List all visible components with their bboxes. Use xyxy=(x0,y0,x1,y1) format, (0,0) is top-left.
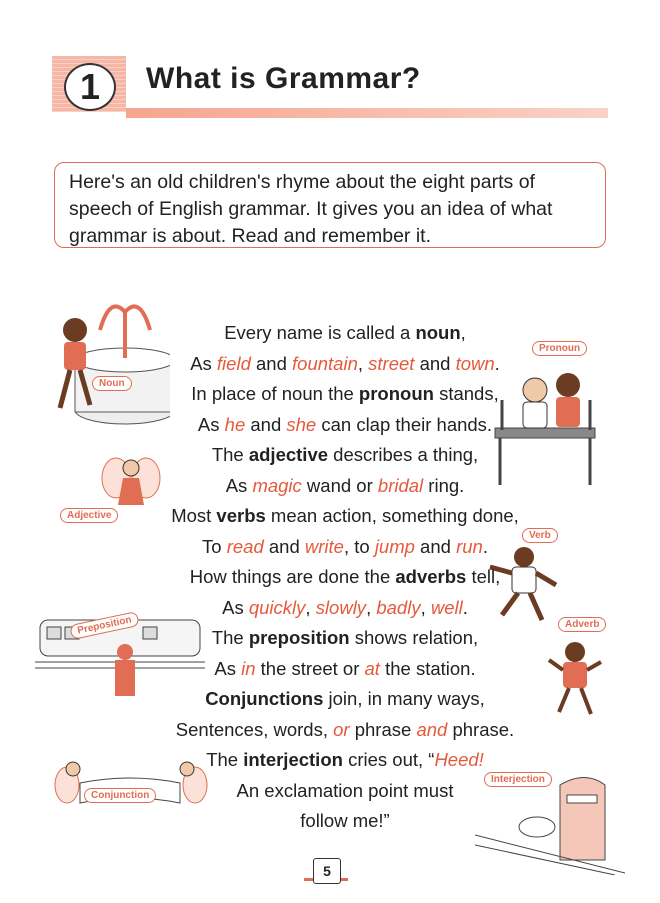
tag-adverb: Adverb xyxy=(558,617,606,632)
poem-line: As quickly, slowly, badly, well. xyxy=(222,596,468,618)
poem-line: The interjection cries out, “Heed! xyxy=(206,749,484,770)
poem-line: As he and she can clap their hands. xyxy=(197,413,493,435)
poem-line: As in the street or at the station. xyxy=(214,657,476,679)
tag-interjection: Interjection xyxy=(484,772,552,787)
poem-line: Conjunctions join, in many ways, xyxy=(205,688,485,709)
page-number: 5 xyxy=(313,858,341,884)
intro-box: Here's an old children's rhyme about the eight parts of speech of English grammar. It gives you an idea of what grammar is about. Read and remember it. xyxy=(54,162,606,248)
chapter-number-box xyxy=(52,56,126,112)
poem-line: To read and write, to jump and run. xyxy=(202,535,488,557)
poem-line: As field and fountain, street and town. xyxy=(190,352,500,374)
poem-line: Sentences, words, or phrase and phrase. xyxy=(175,718,515,740)
tag-conjunction: Conjunction xyxy=(84,788,156,803)
poem-line: follow me!” xyxy=(300,810,390,831)
poem-line: Every name is called a noun, xyxy=(224,322,466,343)
poem-line: As magic wand or bridal ring. xyxy=(225,474,465,496)
poem-line: The preposition shows relation, xyxy=(211,627,479,648)
tag-verb: Verb xyxy=(522,528,558,543)
tag-preposition: Preposition xyxy=(69,611,140,640)
chapter-number: 1 xyxy=(64,63,116,111)
poem-line: An exclamation point must xyxy=(236,779,454,801)
poem-line: The adjective describes a thing, xyxy=(211,444,479,465)
grammar-rhyme xyxy=(140,318,550,837)
title-underline xyxy=(126,108,608,118)
poem-line: Most verbs mean action, something done, xyxy=(171,505,519,526)
tag-adjective: Adjective xyxy=(60,508,118,523)
chapter-header xyxy=(52,52,608,118)
tag-pronoun: Pronoun xyxy=(532,341,587,356)
tag-noun: Noun xyxy=(92,376,132,391)
poem-line: In place of noun the pronoun stands, xyxy=(191,383,499,404)
page-title: What is Grammar? xyxy=(146,62,421,95)
jumping-boy-illustration xyxy=(545,640,605,720)
poem-line: How things are done the adverbs tell, xyxy=(189,566,501,587)
